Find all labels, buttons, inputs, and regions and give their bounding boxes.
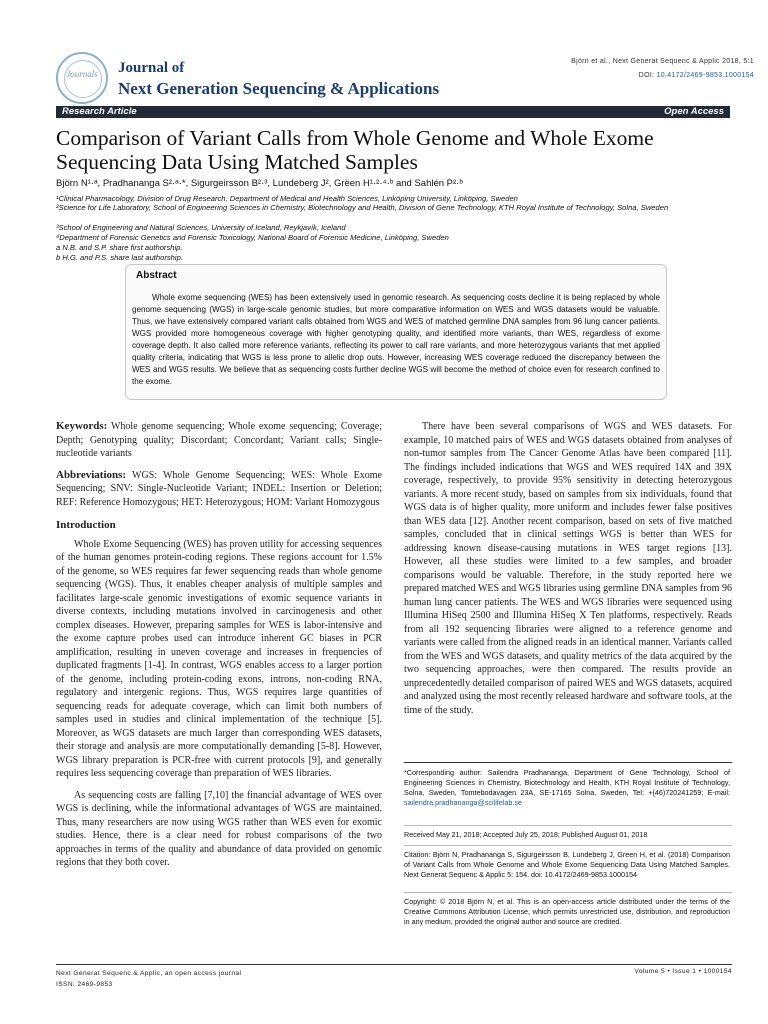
abbreviations-label: Abbreviations: bbox=[56, 468, 127, 481]
article-banner bbox=[56, 106, 730, 118]
abstract-text: Whole exome sequencing (WES) has been extensively used in genomic research. As sequencing costs decline it is being replaced by whole genome sequencing (WGS) in large-scale genomic studies, but more comparative information on WES and WGS datasets would be valuable. Thus, we have extensively compared variant calls obtained from WGS and WES of matched germline DNA samples from 96 lung cancer patients. WGS provided more homogeneous coverage with higher genotyping quality, and identified more variants, than WES, regardless of exome coverage depth. It also called more reference variants, reflecting its power to call rare variants, and more heterozygous variants that met applied quality criteria, indicating that WGS is less prone to allelic drop outs. However, increasing WES coverage reduced the discrepancy between the WES and WGS results. We believe that as sequencing costs further decline WGS will become the method of choice even for research confined to the exome. bbox=[132, 293, 660, 386]
footer-journal bbox=[56, 968, 241, 990]
doi-link[interactable]: 10.4172/2469-9853.1000154 bbox=[656, 72, 754, 79]
footer-journal-name: Next Generat Sequenc & Applic, an open access journal bbox=[56, 970, 242, 977]
divider bbox=[404, 892, 732, 893]
affiliation-4: ⁴Department of Forensic Genetics and Forensic Toxicology, National Board of Forensic Medicine, Linköping, Sweden bbox=[56, 233, 449, 242]
right-column bbox=[404, 420, 732, 717]
divider bbox=[404, 825, 732, 826]
copyright-note: Copyright: © 2018 Björn N, et al. This is an open-access article distributed under the terms of the Creative Commons Attribution License, which permits unrestricted use, distribution, and reproduction in any medium, provided the original author and source are credited. bbox=[404, 897, 730, 926]
left-column bbox=[56, 420, 382, 870]
publication-dates: Received May 21, 2018; Accepted July 25, 2018; Published August 01, 2018 bbox=[404, 830, 648, 839]
journal-name: Next Generation Sequencing & Applications bbox=[118, 79, 440, 98]
logo-ring bbox=[64, 60, 102, 98]
abstract-box bbox=[125, 264, 667, 400]
keywords bbox=[56, 420, 382, 461]
citation-line: Björn et al., Next Generat Sequenc & Applic 2018, 5:1 bbox=[571, 58, 754, 65]
author-note-b: b H.G. and P.S. share last authorship. bbox=[56, 253, 183, 262]
correspondence-text: *Corresponding author: Sailendra Pradhananga, Department of Gene Technology, School of Engineering Sciences in Chemistry, Biotechnology and Health, KTH Royal Institute of Technology, Solna, Sweden, Tomtebodavagen 23A, SE-17165 Solna, Sweden, Tel: +(46)720241259; E-mail: bbox=[404, 768, 730, 797]
intro-paragraph-2: As sequencing costs are falling [7,10] the financial advantage of WES over WGS is declining, while the informational advantages of WGS are maintained. Thus, many researchers are now using WGS rather than WES even for exomic studies. Hence, there is a clear need for robust comparisons of the two approaches in terms of the quality and abundance of data provided on genomic regions that they both cover. bbox=[56, 789, 382, 868]
abstract-heading: Abstract bbox=[136, 270, 177, 281]
divider bbox=[404, 845, 732, 846]
citation-note: Citation: Björn N, Pradhananga S, Sigurgeirsson B, Lundeberg J, Green H, et al. (2018) Comparison of Variant Calls from Whole Genome and Whole Exome Sequencing Data Using Matched Samples. Next Generat Sequenc & Applic 5: 154. doi: 10.4172/2469-9853.1000154 bbox=[404, 850, 730, 879]
author-email-link[interactable]: sailendra.pradhananga@scilifelab.se bbox=[404, 798, 522, 807]
footer-issn: ISSN: 2469-9853 bbox=[56, 981, 113, 988]
abbreviations bbox=[56, 469, 382, 510]
footnote-divider bbox=[404, 762, 732, 763]
abbreviations-text: WGS: Whole Genome Sequencing; WES: Whole Exome Sequencing; SNV: Single-Nucleotide Variant; INDEL: Insertion or Deletion; REF: Reference Homozygous; HET: Heterozygous; HOM: Variant Homozygous bbox=[56, 469, 382, 508]
introduction-heading: Introduction bbox=[56, 519, 116, 531]
intro-paragraph-3: There have been several comparisons of WGS and WES datasets. For example, 10 matched pairs of WES and WGS datasets obtained from analyses of non-tumor samples from The Cancer Genome Atlas have been compared [11]. The findings included indications that WGS and WES required 14X and 39X coverage, respectively, to provide 95% sensitivity in detecting heterozygous variants. A more recent study, based on samples from six individuals, found that WGS data is of higher quality, more uniform and includes fewer false positives than WES data [12]. Another recent comparison, based on sets of five matched samples, concluded that in clinical settings WGS is better than WES for addressing known disease-causing mutations in WES target regions [13]. However, all these studies were limited to a few samples, and broader comparisons would be valuable. Therefore, in the study reported here we prepared matched WES and WGS libraries using germline DNA samples from 96 human lung cancer patients. The WES and WGS libraries were sequenced using Illumina HiSeq 2500 and Illumina HiSeq X Ten platforms, respectively. Reads from all 192 sequencing libraries were aligned to a reference genome and variants were called from the aligned reads in an identical manner. Variants called from the WES and WGS datasets, and quality metrics of the data acquired by the two sequencing approaches, were then compared. The results provide an unprecedentedly detailed comparison of paired WES and WGS datasets, acquired and analyzed using the most recently released hardware and software tools, at the time of the study. bbox=[404, 421, 732, 716]
author-list: Björn N¹·ᵃ, Pradhananga S²·ᵃ·*, Sigurgeirsson B²·³, Lundeberg J², Grëen H¹·²·⁴·ᵇ and Sahlén P²·ᵇ bbox=[56, 178, 463, 189]
footer-volume: Volume 5 • Issue 1 • 1000154 bbox=[634, 968, 732, 975]
keywords-label: Keywords: bbox=[56, 420, 108, 432]
open-access-label: Open Access bbox=[664, 106, 724, 117]
affiliation-2: ²Science for Life Laboratory, School of Engineering Sciences in Chemistry, Biotechnology and Health, Division of Gene Technology, KTH Royal Institute of Technology, Solna, Sweden bbox=[56, 203, 669, 212]
journal-logo bbox=[56, 52, 108, 104]
author-note-a: a N.B. and S.P. share first authorship. bbox=[56, 243, 183, 252]
doi-line bbox=[639, 72, 754, 79]
intro-paragraph-1: Whole Exome Sequencing (WES) has proven utility for accessing sequences of the human genomes protein-coding regions. These regions account for 1.5% of the genome, so WES requires far fewer sequencing reads than whole genome sequencing (WGS). Thus, it enables cheaper analysis of multiple samples and facilitates large-scale genomic investigations of exomic sequence variants in diverse contexts, including mutations involved in carcinogenesis and other complex diseases. However, preparing samples for WES is labor-intensive and the exome capture probes used can introduce inherent GC biases in PCR amplification, resulting in uneven coverage and increases in frequencies of duplicated fragments [1-4]. In contrast, WGS enables access to a larger portion of the genome, including protein-coding exons, introns, non-coding RNA, regulatory and intergenic regions. Thus, WGS requires large quantities of sequencing reads for adequate coverage, which can limit both numbers of samples used in studies and clinical implementation of the technique [5]. Moreover, as WGS datasets are much larger than corresponding WES datasets, their storage and analysis are more computationally demanding [5-8]. However, WGS library preparation is PCR-free with current protocols [9], and generally requires less sequencing coverage than preparation of WES libraries. bbox=[56, 538, 382, 779]
affiliation-3: ³School of Engineering and Natural Sciences, University of Iceland, Reykjavík, Iceland bbox=[56, 223, 346, 232]
logo-text: Journals bbox=[66, 69, 98, 79]
footer-divider bbox=[56, 964, 732, 965]
affiliation-1: ¹Clinical Pharmacology, Division of Drug Research, Department of Medical and Health Sciences, Linköping University, Linköping, Sweden bbox=[56, 194, 518, 203]
doi-label: DOI: bbox=[638, 72, 657, 79]
keywords-text: Whole genome sequencing; Whole exome sequencing; Coverage; Depth; Genotyping quality; Discordant; Concordant; Variant calls; Single-nucleotide variants bbox=[56, 421, 383, 459]
corresponding-author bbox=[404, 768, 730, 808]
article-title: Comparison of Variant Calls from Whole Genome and Whole Exome Sequencing Data Using Matched Samples bbox=[56, 126, 654, 174]
article-type: Research Article bbox=[62, 106, 137, 117]
journal-of-label: Journal of bbox=[118, 60, 185, 76]
